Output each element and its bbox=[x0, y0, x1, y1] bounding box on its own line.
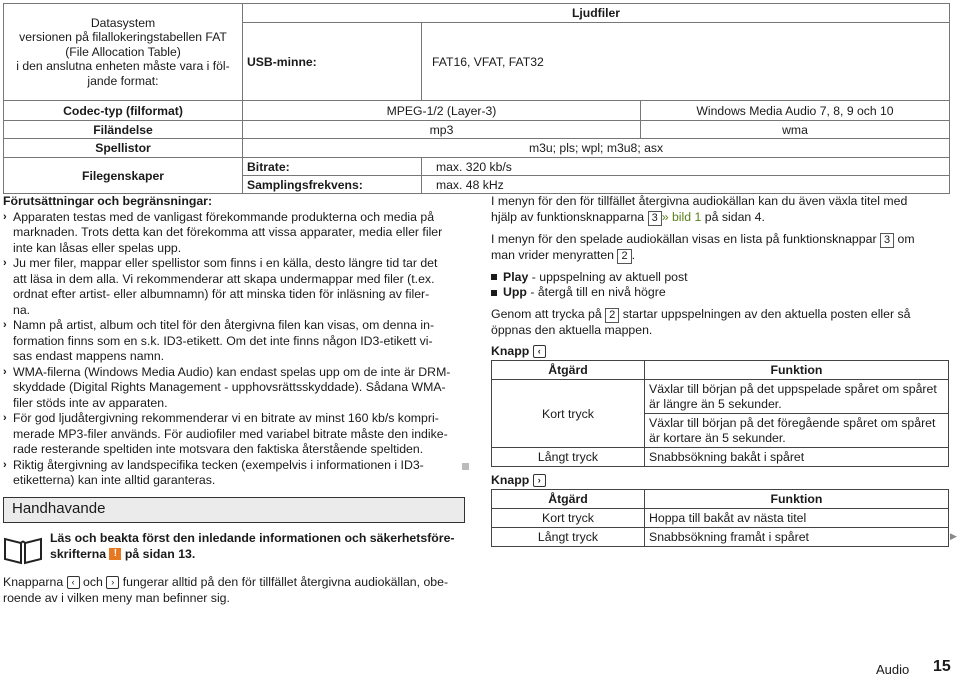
ext-wma: wma bbox=[641, 121, 950, 139]
playlists-label: Spellistor bbox=[4, 139, 243, 158]
condition-item bbox=[3, 256, 468, 318]
spec-header: Ljudfiler bbox=[243, 4, 950, 23]
codec-wma: Windows Media Audio 7, 8, 9 och 10 bbox=[641, 101, 950, 121]
function-cell: Växlar till början på det föregående spåret om spåret är kortare än 5 sekunder. bbox=[645, 414, 949, 448]
right-column: I menyn för den för tillfället återgivna audiokällan kan du även växla titel med hjälp av funktionsknapparna 3 » bild 1 på sidan 4. I menyn för den spelade audiokällan visas en lista på funktionsknappar 3 om man vrider menyratten 2 . Play - uppspelning av aktuell post Upp - återgå till en nivå högre Genom att trycka på 2 startar uppspelningen av den aktuella posten eller så öppnas den aktuella mappen. Knapp ‹ bbox=[491, 194, 951, 360]
condition-line: Riktig återgivning av landspecifika tecken (exempelvis i informationen i ID3- bbox=[13, 457, 424, 472]
datasystem-label: Datasystem versionen på filallokeringstabellen FAT (File Allocation Table) i den anslutna enheten måste vara i föl- jande format: bbox=[4, 4, 243, 101]
condition-line: na. bbox=[13, 302, 31, 317]
col-funktion: Funktion bbox=[645, 490, 949, 509]
next-button-icon: › bbox=[533, 474, 546, 487]
conditions-list bbox=[3, 210, 468, 489]
ref-2b: 2 bbox=[605, 308, 619, 323]
play-item: Play - uppspelning av aktuell post bbox=[491, 270, 951, 286]
usb-label: USB-minne: bbox=[243, 23, 422, 101]
ext-mp3: mp3 bbox=[243, 121, 641, 139]
function-cell: Snabbsökning framåt i spåret bbox=[645, 528, 949, 547]
conditions-heading: Förutsättningar och begränsningar: bbox=[3, 194, 213, 208]
condition-line: För god ljudåtergivning rekommenderar vi en bitrate av minst 160 kb/s kompri- bbox=[13, 411, 439, 425]
condition-line: filer stöds inte av apparaten. bbox=[13, 395, 168, 410]
left-column bbox=[3, 194, 468, 489]
footer-section: Audio bbox=[876, 662, 910, 677]
ref-3: 3 bbox=[648, 211, 662, 226]
condition-line: att läsa in dem alla. Vi rekommenderar att skapa undermappar med filer (t.ex. bbox=[13, 271, 435, 286]
prev-button-icon: ‹ bbox=[67, 576, 80, 589]
condition-line: inte kan låsas eller spelas upp. bbox=[13, 240, 182, 255]
next-button-table bbox=[491, 489, 949, 547]
condition-line: marknaden. Trots detta kan det förekomma att vissa apparater, media eller filer bbox=[13, 225, 443, 239]
condition-item bbox=[3, 318, 468, 365]
ref-3b: 3 bbox=[880, 233, 894, 248]
bitrate-label: Bitrate: bbox=[243, 158, 422, 176]
prev-button-table bbox=[491, 360, 949, 467]
upp-item: Upp - återgå till en nivå högre bbox=[491, 285, 951, 301]
condition-line: WMA-filerna (Windows Media Audio) kan endast spelas upp om de inte är DRM- bbox=[13, 364, 451, 379]
action-long: Långt tryck bbox=[492, 528, 645, 547]
end-marker-icon bbox=[462, 463, 469, 470]
condition-line: sas endast mappens namn. bbox=[13, 349, 165, 363]
bitrate-value: max. 320 kb/s bbox=[422, 158, 950, 176]
next-button-icon: › bbox=[106, 576, 119, 589]
condition-item bbox=[3, 458, 468, 489]
chevron-right-icon: › bbox=[3, 257, 7, 269]
condition-item bbox=[3, 210, 468, 257]
action-long: Långt tryck bbox=[492, 448, 645, 467]
col-atgard: Åtgärd bbox=[492, 361, 645, 380]
figure-link[interactable]: » bild 1 bbox=[661, 209, 702, 224]
knapp-next-label: Knapp › bbox=[491, 473, 546, 489]
function-cell: Snabbsökning bakåt i spåret bbox=[645, 448, 949, 467]
chevron-right-icon: › bbox=[3, 319, 7, 331]
condition-line: ordnat efter artist- eller albumnamn) för att minska tiden för inläsning av filer- bbox=[13, 287, 430, 301]
ref-2: 2 bbox=[617, 249, 631, 264]
condition-item bbox=[3, 411, 468, 458]
bottom-note: Knapparna ‹ och › fungerar alltid på den för tillfället återgivna audiokällan, obe- roende av i vilken meny man befinner sig. bbox=[3, 575, 449, 605]
page-number: 15 bbox=[933, 658, 951, 675]
col-funktion: Funktion bbox=[645, 361, 949, 380]
chevron-right-icon: › bbox=[3, 412, 7, 424]
codec-label: Codec-typ (filformat) bbox=[4, 101, 243, 121]
condition-line: etiketterna) kan inte alltid garanteras. bbox=[13, 473, 216, 487]
sample-value: max. 48 kHz bbox=[422, 176, 950, 194]
sample-label: Samplingsfrekvens: bbox=[243, 176, 422, 194]
condition-line: Apparaten testas med de vanligast förekommande produkterna och media på bbox=[13, 209, 435, 224]
condition-line: Namn på artist, album och titel för den återgivna filen kan visas, om denna in- bbox=[13, 318, 435, 332]
condition-item bbox=[3, 365, 468, 412]
spec-table bbox=[3, 3, 950, 194]
props-label: Filegenskaper bbox=[4, 158, 243, 194]
knapp-prev-label: Knapp ‹ bbox=[491, 344, 951, 360]
warning-icon: ! bbox=[109, 548, 121, 560]
continue-arrow-icon: ▶ bbox=[950, 531, 957, 541]
function-cell: Växlar till början på det uppspelade spåret om spåret är längre än 5 sekunder. bbox=[645, 380, 949, 414]
condition-line: rade resterande speltiden inte motsvara den faktiska återstående speltiden. bbox=[13, 442, 424, 456]
chevron-right-icon: › bbox=[3, 458, 7, 471]
condition-line: skyddade (Digital Rights Management - upphovsrättsskyddade). Sådana WMA- bbox=[13, 380, 446, 394]
condition-line: Ju mer filer, mappar eller spellistor som finns i en källa, desto längre tid tar det bbox=[13, 256, 438, 270]
codec-mpeg: MPEG-1/2 (Layer-3) bbox=[243, 101, 641, 121]
condition-line: merade MP3-filer används. För audiofiler med variabel bitrate måste den indike- bbox=[13, 426, 448, 441]
book-icon bbox=[3, 531, 43, 567]
action-short: Kort tryck bbox=[492, 509, 645, 528]
usb-value: FAT16, VFAT, FAT32 bbox=[422, 23, 950, 101]
prev-button-icon: ‹ bbox=[533, 345, 546, 358]
function-cell: Hoppa till bakåt av nästa titel bbox=[645, 509, 949, 528]
col-atgard: Åtgärd bbox=[492, 490, 645, 509]
chevron-right-icon: › bbox=[3, 210, 7, 223]
condition-line: formation finns som en s.k. ID3-etikett. Om det inte finns någon ID3-etikett vi- bbox=[13, 333, 433, 348]
ext-label: Filändelse bbox=[4, 121, 243, 139]
safety-note: Läs och beakta först den inledande informationen och säkerhetsföre- skrifterna ! på sidan 13. bbox=[50, 531, 455, 561]
section-heading-handhavande: Handhavande bbox=[3, 497, 465, 523]
chevron-right-icon: › bbox=[3, 365, 7, 378]
playlists-value: m3u; pls; wpl; m3u8; asx bbox=[243, 139, 950, 158]
action-short: Kort tryck bbox=[492, 380, 645, 448]
